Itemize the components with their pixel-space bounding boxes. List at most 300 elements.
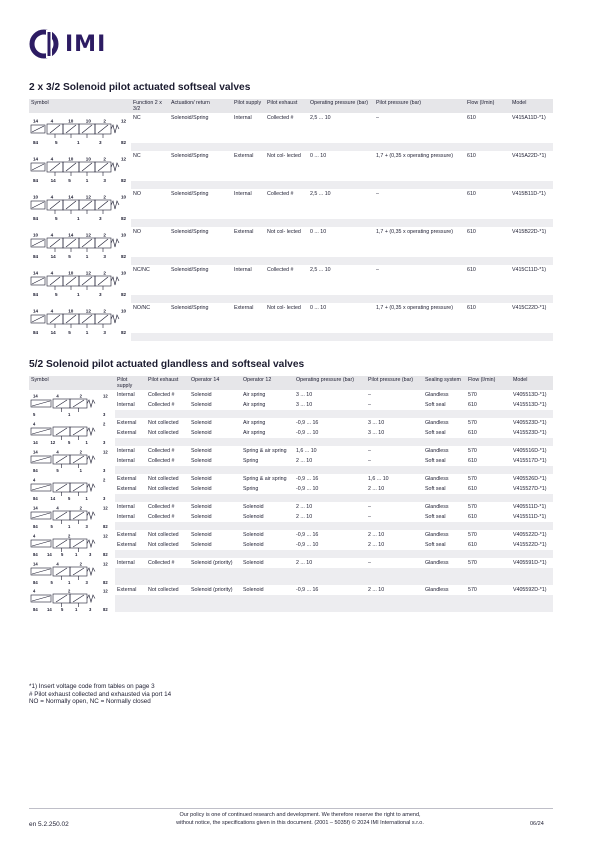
cell-pressure: 2,5 ... 10: [310, 115, 331, 121]
port-label: 10: [68, 156, 74, 162]
cell-model: V405591D-*1): [513, 560, 547, 566]
cell-pilot: 1,6 ... 10: [368, 476, 389, 482]
symbol-cell: [29, 502, 115, 530]
port-label: 12: [85, 232, 91, 238]
port-label: 10: [121, 194, 127, 200]
valve-symbol-icon: [29, 391, 111, 417]
cell-actuation: Solenoid/Spring: [171, 305, 209, 311]
port-label: 1: [75, 607, 78, 612]
port-label: 2: [68, 533, 71, 539]
column-header: Model: [510, 99, 553, 113]
policy-line-2: without notice, the specifications given in this document. (2001 – 5035f) © 2024 IMI International s.r.o.: [176, 819, 424, 826]
port-label: 1: [85, 178, 89, 183]
cell-exhaust: Not collected: [148, 532, 179, 538]
column-header: Operator 14: [189, 376, 241, 390]
valve-symbol-icon: [29, 152, 129, 183]
symbol-cell: [29, 530, 115, 558]
cell-model: V415B11D-*1): [512, 191, 546, 197]
port-label: 4: [50, 232, 54, 238]
cell-function: NO: [133, 229, 141, 235]
cell-sealing: Glandless: [425, 420, 449, 426]
port-label: 14: [33, 440, 38, 445]
port-label: 82: [121, 178, 127, 183]
port-label: 1: [85, 440, 88, 445]
cell-pilot: 1,7 + (0,35 x operating pressure): [376, 229, 453, 235]
table-row: [29, 303, 553, 333]
cell-flow: 610: [468, 430, 477, 436]
cell-pilot: 2 ... 10: [368, 587, 385, 593]
table-row: [29, 585, 553, 595]
cell-sealing: Glandless: [425, 476, 449, 482]
cell-model: V405526D-*1): [513, 476, 547, 482]
cell-pressure: 0 ... 10: [310, 305, 327, 311]
cell-op14: Solenoid: [191, 402, 212, 408]
port-label: 3: [103, 412, 106, 417]
cell-supply: Internal: [117, 458, 135, 464]
valve-symbol-icon: [29, 475, 111, 501]
table-row: [29, 227, 553, 257]
cell-flow: 610: [468, 458, 477, 464]
port-label: 5: [55, 292, 58, 297]
document-number: en 5.2.250.02: [29, 821, 69, 828]
cell-model: V405516D-*1): [513, 448, 547, 454]
port-label: 5: [68, 178, 71, 183]
port-label: 84: [33, 552, 38, 557]
port-label: 1: [68, 524, 71, 529]
cell-function: NO: [133, 191, 141, 197]
symbol-cell: [29, 390, 115, 418]
symbol-cell: [29, 151, 131, 189]
cell-actuation: Solenoid/Spring: [171, 115, 209, 121]
cell-exhaust: Collected #: [148, 392, 175, 398]
cell-pressure: 2 ... 10: [296, 560, 313, 566]
cell-exhaust: Not collected: [148, 430, 179, 436]
cell-op12: Solenoid: [243, 504, 264, 510]
cell-sealing: Soft seal: [425, 430, 446, 436]
port-label: 14: [33, 270, 39, 276]
cell-supply: External: [117, 587, 137, 593]
port-label: 2: [79, 449, 83, 455]
port-label: 1: [85, 330, 89, 335]
cell-pressure: -0,9 ... 16: [296, 587, 319, 593]
port-label: 82: [121, 254, 127, 259]
valve-symbol-icon: [29, 447, 111, 473]
cell-op12: Air spring: [243, 392, 266, 398]
cell-op12: Solenoid: [243, 560, 264, 566]
softseal-valves-table: [29, 99, 553, 341]
port-label: 10: [85, 118, 91, 124]
port-label: 5: [55, 216, 58, 221]
cell-op12: Solenoid: [243, 542, 264, 548]
cell-supply: Internal: [117, 560, 135, 566]
valve-symbol-icon: [29, 304, 129, 335]
port-label: 10: [68, 308, 74, 314]
footer-divider: [29, 808, 553, 809]
cell-pressure: -0,9 ... 10: [296, 486, 319, 492]
port-label: 82: [103, 580, 108, 585]
cell-model: V415C11D-*1): [512, 267, 547, 273]
cell-flow: 610: [467, 267, 476, 273]
cell-flow: 570: [468, 532, 477, 538]
cell-op14: Solenoid: [191, 532, 212, 538]
valve-symbol-icon: [29, 503, 111, 529]
port-label: 10: [121, 232, 127, 238]
port-label: 84: [33, 216, 39, 221]
port-label: 3: [99, 140, 102, 145]
cell-op14: Solenoid: [191, 542, 212, 548]
port-label: 14: [33, 118, 39, 124]
cell-sealing: Glandless: [425, 560, 449, 566]
port-label: 2: [103, 232, 106, 238]
port-label: 2: [103, 156, 106, 162]
port-label: 14: [50, 330, 56, 335]
cell-supply: External: [117, 420, 137, 426]
port-label: 14: [33, 393, 38, 399]
port-label: 3: [99, 292, 102, 297]
column-header: Sealing system: [423, 376, 466, 390]
port-label: 82: [121, 140, 127, 145]
section2-title: 5/2 Solenoid pilot actuated glandless and softseal valves: [29, 359, 305, 370]
cell-pilot: –: [368, 458, 371, 464]
cell-sealing: Soft seal: [425, 402, 446, 408]
cell-op12: Spring & air spring: [243, 448, 287, 454]
port-label: 10: [85, 156, 91, 162]
cell-supply: Internal: [117, 392, 135, 398]
cell-model: V405522D-*1): [513, 532, 547, 538]
port-label: 5: [56, 468, 59, 473]
cell-supply: External: [117, 476, 137, 482]
cell-op14: Solenoid: [191, 476, 212, 482]
cell-flow: 610: [468, 542, 477, 548]
port-label: 14: [33, 561, 38, 567]
logo-text: IMI: [65, 31, 107, 57]
cell-function: NC: [133, 115, 141, 121]
cell-supply: Internal: [234, 191, 252, 197]
cell-op12: Solenoid: [243, 514, 264, 520]
port-label: 14: [68, 232, 74, 238]
cell-function: NC: [133, 153, 141, 159]
symbol-cell: [29, 113, 131, 151]
cell-flow: 570: [468, 560, 477, 566]
port-label: 5: [68, 254, 71, 259]
port-label: 2: [103, 308, 106, 314]
cell-exhaust: Collected #: [148, 402, 175, 408]
cell-op14: Solenoid: [191, 504, 212, 510]
port-label: 4: [50, 270, 54, 276]
column-header: Pilot exhaust: [265, 99, 308, 113]
port-label: 12: [103, 533, 108, 539]
port-label: 14: [33, 449, 38, 455]
cell-model: V415513D-*1): [513, 402, 547, 408]
cell-pressure: 3 ... 10: [296, 402, 313, 408]
table-row: [29, 265, 553, 295]
port-label: 84: [33, 140, 39, 145]
cell-supply: External: [117, 430, 137, 436]
cell-pressure: 0 ... 10: [310, 229, 327, 235]
cell-pressure: 2 ... 10: [296, 504, 313, 510]
port-label: 10: [121, 308, 127, 314]
column-header: Operator 12: [241, 376, 294, 390]
port-label: 10: [68, 118, 74, 124]
cell-pressure: 1,6 ... 10: [296, 448, 317, 454]
cell-supply: External: [234, 153, 254, 159]
port-label: 4: [50, 156, 54, 162]
cell-model: V415523D-*1): [513, 430, 547, 436]
cell-model: V405592D-*1): [513, 587, 547, 593]
cell-op14: Solenoid: [191, 514, 212, 520]
cell-pressure: 2,5 ... 10: [310, 191, 331, 197]
port-label: 5: [68, 496, 71, 501]
footnote-abbreviations: NO = Normally open, NC = Normally closed: [29, 698, 151, 705]
glandless-softseal-valves-table: [29, 376, 553, 612]
cell-supply: Internal: [234, 115, 252, 121]
port-label: 14: [47, 607, 52, 612]
table-row: [29, 530, 553, 540]
port-label: 12: [85, 308, 91, 314]
cell-pressure: 0 ... 10: [310, 153, 327, 159]
cell-pilot: –: [368, 514, 371, 520]
port-label: 1: [68, 412, 71, 417]
cell-exhaust: Not col- lected: [267, 229, 301, 235]
cell-op14: Solenoid (priority): [191, 560, 233, 566]
cell-sealing: Glandless: [425, 587, 449, 593]
port-label: 5: [68, 330, 71, 335]
port-label: 5: [50, 524, 53, 529]
port-label: 12: [85, 194, 91, 200]
port-label: 2: [103, 270, 106, 276]
policy-line-1: Our policy is one of continued research and development. We therefore reserve the right to amend,: [179, 812, 421, 818]
valve-symbol-icon: [29, 419, 111, 445]
cell-model: V415522D-*1): [513, 542, 547, 548]
port-label: 10: [121, 270, 127, 276]
cell-function: NC/NC: [133, 267, 150, 273]
port-label: 2: [79, 505, 83, 511]
cell-pressure: -0,9 ... 10: [296, 430, 319, 436]
symbol-cell: [29, 558, 115, 585]
port-label: 82: [121, 292, 127, 297]
table-row: [29, 113, 553, 143]
column-header: Symbol: [29, 376, 115, 390]
port-label: 82: [103, 607, 108, 612]
cell-model: V415517D-*1): [513, 458, 547, 464]
cell-actuation: Solenoid/Spring: [171, 153, 209, 159]
port-label: 84: [33, 580, 38, 585]
column-header: Pilot supply: [232, 99, 265, 113]
column-header: Operating pressure (bar): [294, 376, 366, 390]
cell-sealing: Soft seal: [425, 542, 446, 548]
cell-model: V415B22D-*1): [512, 229, 547, 235]
port-label: 84: [33, 468, 38, 473]
port-label: 12: [103, 505, 108, 511]
cell-pilot: 1,7 + (0,35 x operating pressure): [376, 153, 453, 159]
port-label: 1: [75, 552, 78, 557]
port-label: 3: [103, 178, 106, 183]
cell-flow: 570: [468, 504, 477, 510]
cell-op12: Solenoid: [243, 587, 264, 593]
valve-symbol-icon: [29, 586, 111, 612]
port-label: 3: [89, 552, 92, 557]
table-row: [29, 390, 553, 400]
cell-pilot: 3 ... 10: [368, 430, 385, 436]
cell-flow: 570: [468, 448, 477, 454]
cell-pressure: 3 ... 10: [296, 392, 313, 398]
cell-op14: Solenoid (priority): [191, 587, 233, 593]
cell-flow: 610: [468, 514, 477, 520]
cell-pilot: –: [368, 504, 371, 510]
port-label: 12: [121, 118, 127, 124]
port-label: 1: [77, 140, 80, 145]
column-header: Model: [511, 376, 553, 390]
port-label: 14: [50, 178, 56, 183]
table-row: [29, 502, 553, 512]
cell-exhaust: Not col- lected: [267, 153, 301, 159]
cell-model: V415511D-*1): [513, 514, 547, 520]
port-label: 84: [33, 524, 38, 529]
port-label: 4: [33, 477, 36, 483]
cell-supply: Internal: [117, 504, 135, 510]
port-label: 4: [33, 588, 36, 594]
cell-flow: 610: [468, 402, 477, 408]
port-label: 2: [103, 421, 106, 427]
cell-actuation: Solenoid/Spring: [171, 267, 209, 273]
port-label: 14: [50, 254, 56, 259]
cell-exhaust: Collected #: [267, 267, 294, 273]
port-label: 1: [85, 254, 89, 259]
cell-supply: Internal: [117, 514, 135, 520]
port-label: 84: [33, 292, 39, 297]
cell-op12: Spring: [243, 458, 259, 464]
port-label: 3: [89, 607, 92, 612]
cell-flow: 610: [467, 305, 476, 311]
cell-pilot: 1,7 + (0,35 x operating pressure): [376, 305, 453, 311]
table-row: [29, 418, 553, 428]
table-row: [29, 189, 553, 219]
column-header: Pilot exhaust: [146, 376, 189, 390]
port-label: 1: [68, 580, 71, 585]
cell-supply: External: [234, 229, 254, 235]
port-label: 14: [33, 505, 38, 511]
cell-pressure: 2 ... 10: [296, 458, 313, 464]
cell-pressure: -0,9 ... 16: [296, 532, 319, 538]
footnote-voltage: *1) Insert voltage code from tables on page 3: [29, 683, 155, 690]
port-label: 14: [47, 552, 52, 557]
table-row: [29, 474, 553, 484]
cell-exhaust: Collected #: [267, 115, 294, 121]
port-label: 5: [61, 607, 64, 612]
cell-op12: Spring & air spring: [243, 476, 287, 482]
port-label: 5: [33, 412, 36, 417]
cell-pressure: -0,9 ... 16: [296, 420, 319, 426]
cell-pilot: 3 ... 10: [368, 420, 385, 426]
port-label: 82: [121, 330, 127, 335]
port-label: 4: [50, 308, 54, 314]
cell-function: NO/NC: [133, 305, 151, 311]
port-label: 82: [103, 552, 108, 557]
port-label: 4: [50, 118, 54, 124]
cell-exhaust: Not collected: [148, 542, 179, 548]
port-label: 4: [50, 194, 54, 200]
cell-sealing: Glandless: [425, 392, 449, 398]
valve-symbol-icon: [29, 114, 129, 145]
cell-pressure: 2,5 ... 10: [310, 267, 331, 273]
table-row: [29, 151, 553, 181]
table-row: [29, 446, 553, 456]
cell-flow: 610: [467, 153, 476, 159]
cell-flow: 570: [468, 476, 477, 482]
cell-pilot: 2 ... 10: [368, 532, 385, 538]
port-label: 3: [85, 580, 88, 585]
symbol-cell: [29, 227, 131, 265]
imi-logo: [29, 28, 106, 60]
valve-symbol-icon: [29, 228, 129, 259]
symbol-cell: [29, 189, 131, 227]
port-label: 2: [68, 588, 71, 594]
cell-supply: Internal: [117, 402, 135, 408]
port-label: 1: [77, 216, 80, 221]
cell-model: V405523D-*1): [513, 420, 547, 426]
cell-op12: Spring: [243, 486, 259, 492]
valve-symbol-icon: [29, 266, 129, 297]
cell-exhaust: Not collected: [148, 486, 179, 492]
cell-exhaust: Collected #: [148, 560, 175, 566]
cell-model: V415A11D-*1): [512, 115, 546, 121]
port-label: 84: [33, 607, 38, 612]
policy-statement: [140, 812, 460, 827]
port-label: 4: [33, 421, 36, 427]
cell-exhaust: Not col- lected: [267, 305, 301, 311]
footnotes: [29, 683, 171, 706]
symbol-cell: [29, 265, 131, 303]
cell-pilot: –: [376, 267, 379, 273]
port-label: 14: [68, 194, 74, 200]
port-label: 2: [79, 561, 83, 567]
cell-pilot: –: [368, 560, 371, 566]
cell-pressure: -0,9 ... 16: [296, 476, 319, 482]
port-label: 3: [99, 216, 102, 221]
cell-exhaust: Collected #: [148, 504, 175, 510]
cell-pressure: 2 ... 10: [296, 514, 313, 520]
port-label: 3: [85, 524, 88, 529]
cell-actuation: Solenoid/Spring: [171, 191, 209, 197]
port-label: 4: [33, 533, 36, 539]
cell-op12: Air spring: [243, 420, 266, 426]
port-label: 12: [103, 561, 108, 567]
port-label: 12: [103, 393, 108, 399]
port-label: 5: [50, 580, 53, 585]
table-row: [29, 558, 553, 568]
port-label: 82: [103, 524, 108, 529]
port-label: 5: [61, 552, 64, 557]
cell-flow: 570: [468, 420, 477, 426]
column-header: Operating pressure (bar): [308, 99, 374, 113]
column-header: Actuation/ return: [169, 99, 232, 113]
cell-op12: Air spring: [243, 430, 266, 436]
cell-flow: 610: [467, 229, 476, 235]
port-label: 1: [77, 292, 80, 297]
valve-symbol-icon: [29, 559, 111, 585]
cell-pilot: –: [368, 402, 371, 408]
symbol-cell: [29, 418, 115, 446]
column-header: Flow (l/min): [465, 99, 510, 113]
cell-exhaust: Not collected: [148, 587, 179, 593]
port-label: 84: [33, 330, 39, 335]
port-label: 84: [33, 254, 39, 259]
cell-flow: 570: [468, 587, 477, 593]
port-label: 4: [56, 393, 59, 399]
cell-op12: Air spring: [243, 402, 266, 408]
symbol-cell: [29, 446, 115, 474]
port-label: 2: [103, 477, 106, 483]
